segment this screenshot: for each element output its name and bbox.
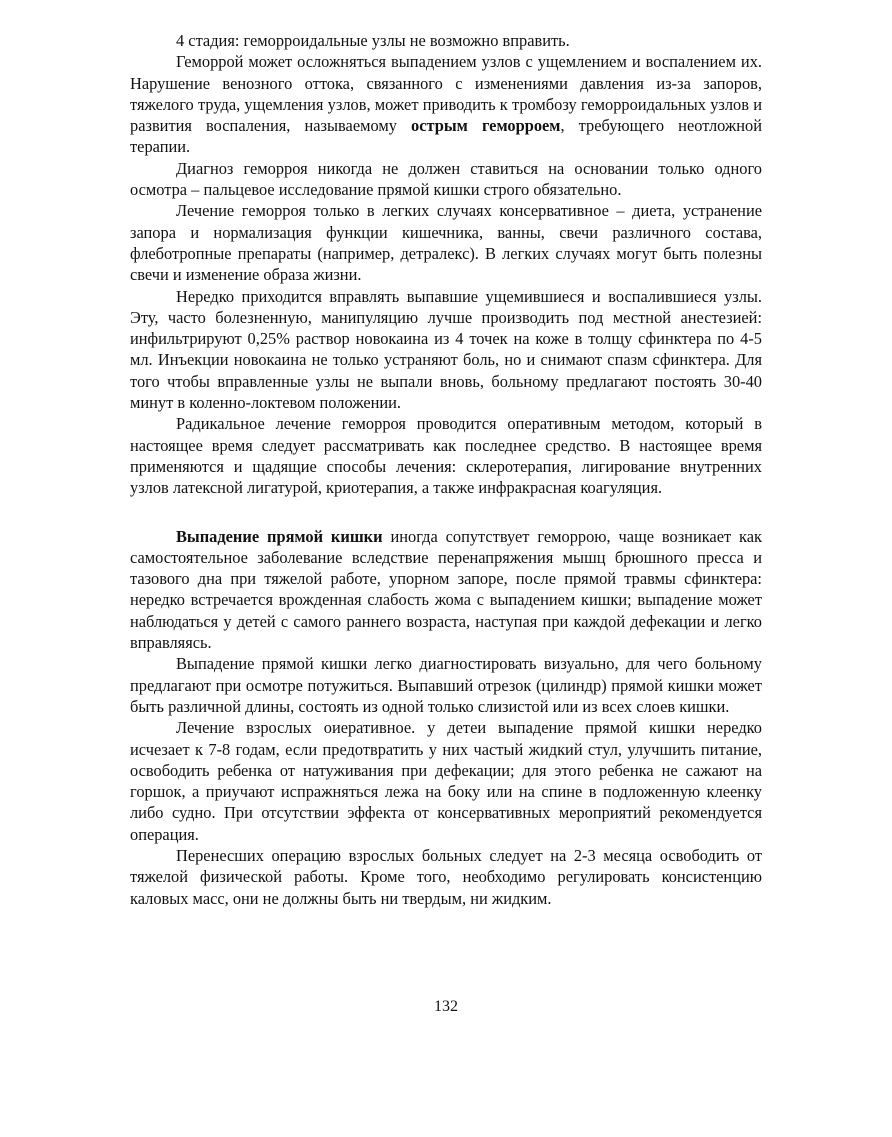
bold-term: Выпадение прямой кишки [176,526,383,546]
page-body [130,30,762,909]
text-run: , требующего неотложной терапии. [130,116,762,157]
text-run: 4 стадия: геморроидальные узлы не возможно вправить. [176,31,570,50]
bold-term: острым геморроем [411,116,561,136]
text-run: иногда сопутствует геморрою, чаще возникает как самостоятельное заболевание вследствие перенапряжения мышц брюшного пресса и тазового дна при тяжелой работе, упорном запоре, после прямой травмы сфинктера: нередко встречается врожденная слабость жома с выпадением кишки; выпадение может наблюдаться у детей с самого раннего возраста, наступая при каждой дефекации и легко вправляясь. [130,526,763,653]
text-run: Выпадение прямой кишки легко диагностировать визуально, для чего больному предлагают при осмотре потужиться. Выпавший отрезок (цилиндр) прямой кишки может быть различной длины, состоять из одной только слизистой или из всех слоев кишки. [130,654,762,716]
page-number: 132 [434,998,458,1015]
text-run: Нередко приходится вправлять выпавшие ущемившиеся и воспалившиеся узлы. Эту, часто болезненную, манипуляцию лучше производить под местной анестезией: инфильтрируют 0,25% раствор новокаина из 4 точек на коже в толщу сфинктера по 4-5 мл. Инъекции новокаина не только устраняют боль, но и снимают спазм сфинктера. Для того чтобы вправленные узлы не выпали вновь, больному предлагают постоять 30-40 минут в коленно-локтевом положении. [130,286,762,413]
paragraph [130,717,762,845]
text-run: Перенесших операцию взрослых больных следует на 2-3 месяца освободить от тяжелой физической работы. Кроме того, необходимо регулировать консистенцию каловых масс, они не должны быть ни твердым, ни жидким. [130,845,762,908]
text-run: Диагноз геморроя никогда не должен ставиться на основании только одного осмотра – пальцевое исследование прямой кишки строго обязательно. [130,158,762,200]
text-run: Геморрой может осложняться выпадением узлов с ущемлением и воспалением их. Нарушение венозного оттока, связанного с изменениями давления из-за запоров, тяжелого труда, ущемления узлов, может приводить к тромбозу геморроидальных узлов и развития воспаления, называемому [130,52,762,136]
paragraph [130,30,762,51]
paragraph [130,286,762,414]
paragraph [130,653,762,717]
paragraph [130,51,762,157]
text-run: Лечение взрослых оиеративное. у детеи выпадение прямой кишки нередко исчезает к 7-8 годам, если предотвратить у них частый жидкий стул, улучшить питание, освободить ребенка от натуживания при дефекации; для этого ребенка не сажают на горшок, а приучают испражняться лежа на боку или на спине в подложенную клеенку либо судно. При отсутствии эффекта от консервативных мероприятий рекомендуется операция. [130,718,762,844]
text-run: Радикальное лечение геморроя проводится оперативным методом, который в настоящее время следует рассматривать как последнее средство. В настоящее время применяются и щадящие способы лечения: склеротерапия, лигирование внутренних узлов латексной лигатурой, криотерапия, а также инфракрасная коагуляция. [130,414,762,498]
text-run: Лечение геморроя только в легких случаях консервативное – диета, устранение запора и нормализация функции кишечника, ванны, свечи различного состава, флеботропные препараты (например, детралекс). В легких случаях могут быть полезны свечи и изменение образа жизни. [130,201,762,285]
paragraph [130,200,762,285]
paragraph [130,413,762,498]
paragraph [130,845,762,909]
paragraph [130,158,762,201]
paragraph [130,526,762,654]
